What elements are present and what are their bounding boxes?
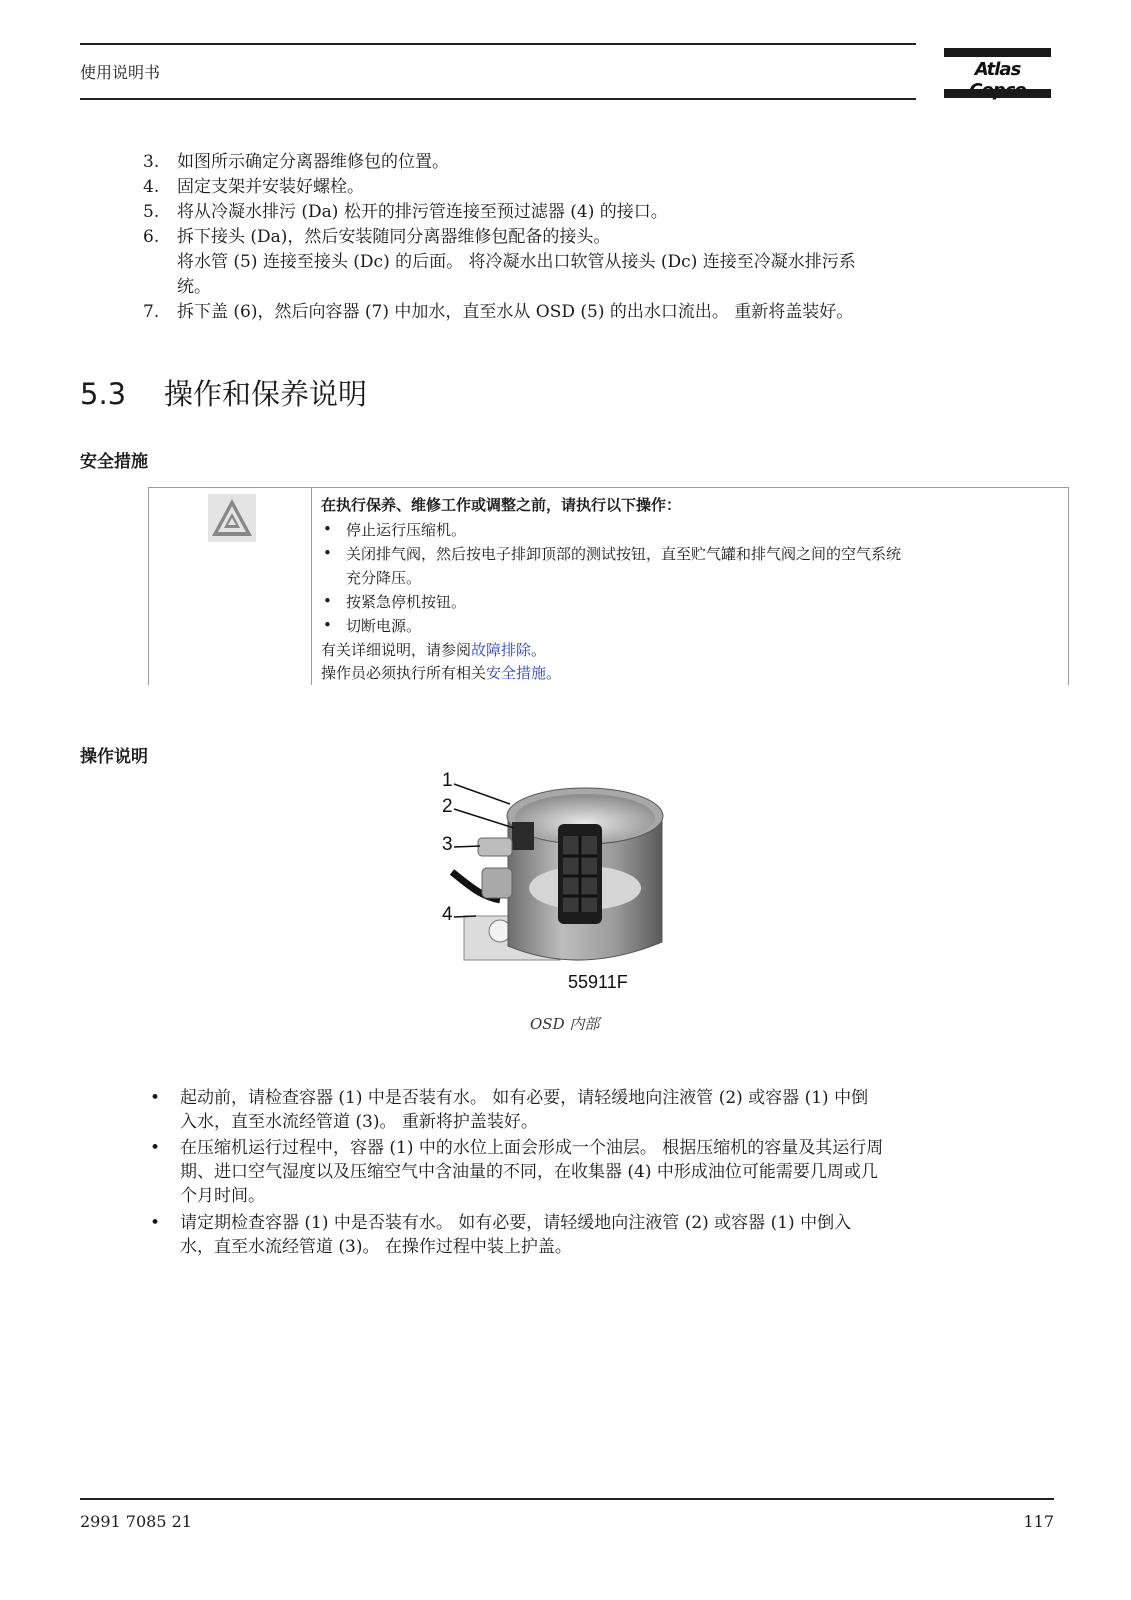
safety-box	[148, 487, 1069, 685]
figure-caption: OSD 内部	[530, 1015, 600, 1033]
bullet-dot: •	[323, 616, 332, 634]
step-text: 如图所示确定分离器维修包的位置。	[177, 152, 449, 172]
bullet-dot: •	[150, 1138, 161, 1158]
bullet-line: 个月时间。	[180, 1186, 265, 1206]
header-bottom-rule	[80, 98, 916, 100]
footer-rule	[80, 1498, 1054, 1500]
safety-item: 切断电源。	[346, 617, 422, 635]
reference-prefix: 有关详细说明，请参阅	[321, 641, 472, 659]
step-number: 7.	[143, 302, 160, 322]
bullet-line: 在压缩机运行过程中，容器 (1) 中的水位上面会形成一个油层。 根据压缩机的容量及其运行周	[180, 1138, 884, 1158]
step-text: 拆下接头 (Da)，然后安装随同分离器维修包配备的接头。	[177, 227, 611, 247]
operation-bullet-1	[150, 1086, 869, 1134]
step-number: 5.	[143, 202, 160, 222]
bullet-dot: •	[323, 520, 332, 538]
bullet-dot: •	[323, 592, 332, 610]
bullet-line: 请定期检查容器 (1) 中是否装有水。 如有必要，请轻缓地向注液管 (2) 或容器 (1) 中倒入	[180, 1213, 852, 1233]
safety-box-divider	[311, 488, 312, 685]
header-title: 使用说明书	[80, 63, 161, 82]
safety-must	[321, 661, 561, 685]
safety-item: 按紧急停机按钮。	[346, 593, 467, 611]
logo-bottom-bar	[944, 89, 1051, 98]
bullet-line: 水，直至水流经管道 (3)。 在操作过程中装上护盖。	[180, 1237, 572, 1257]
safety-reference	[321, 638, 546, 662]
osd-photo-illustration	[430, 776, 700, 996]
step-number: 4.	[143, 177, 160, 197]
step-number: 6.	[143, 227, 160, 247]
atlas-copco-logo	[944, 48, 1051, 100]
safety-item: 充分降压。	[346, 569, 422, 587]
safety-box-title: 在执行保养、维修工作或调整之前，请执行以下操作：	[321, 496, 682, 514]
step-text: 统。	[177, 277, 211, 297]
step-text: 拆下盖 (6)，然后向容器 (7) 中加水，直至水从 OSD (5) 的出水口流出。 重新将盖装好。	[177, 302, 854, 322]
bullet-line: 入水，直至水流经管道 (3)。 重新将护盖装好。	[180, 1112, 538, 1132]
bullet-line: 起动前，请检查容器 (1) 中是否装有水。 如有必要，请轻缓地向注液管 (2) 或容器 (1) 中倒	[180, 1088, 869, 1108]
figure-code: 55911F	[568, 972, 628, 992]
must-suffix: 。	[546, 664, 562, 682]
figure-label-3: 3	[442, 834, 453, 855]
warning-triangle-icon	[208, 494, 256, 542]
operation-bullet-2	[150, 1136, 884, 1208]
bullet-dot: •	[150, 1213, 161, 1233]
section-number: 5.3	[80, 377, 127, 411]
logo-text: Atlas	[974, 59, 1021, 80]
troubleshooting-link[interactable]: 故障排除	[471, 641, 532, 659]
osd-interior-figure	[430, 770, 700, 996]
step-text: 固定支架并安装好螺栓。	[177, 177, 364, 197]
must-prefix: 操作员必须执行所有相关	[321, 664, 487, 682]
logo-top-bar	[944, 48, 1051, 57]
figure-label-4: 4	[442, 904, 453, 925]
bullet-dot: •	[323, 544, 332, 562]
step-text: 将从冷凝水排污 (Da) 松开的排污管连接至预过滤器 (4) 的接口。	[177, 202, 668, 222]
figure-label-1: 1	[442, 770, 453, 791]
page-number: 117	[1023, 1512, 1054, 1531]
reference-suffix: 。	[531, 641, 547, 659]
operation-bullet-3	[150, 1211, 852, 1259]
bullet-line: 期、进口空气湿度以及压缩空气中含油量的不同，在收集器 (4) 中形成油位可能需要几周或几	[180, 1162, 878, 1182]
header-top-rule	[80, 43, 916, 45]
step-number: 3.	[143, 152, 160, 172]
operation-heading: 操作说明	[80, 747, 148, 767]
safety-item: 关闭排气阀，然后按电子排卸顶部的测试按钮，直至贮气罐和排气阀之间的空气系统	[346, 545, 902, 563]
section-title	[80, 372, 367, 413]
step-text: 将水管 (5) 连接至接头 (Dc) 的后面。 将冷凝水出口软管从接头 (Dc) 连接至冷凝水排污系	[177, 252, 856, 272]
bullet-dot: •	[150, 1088, 161, 1108]
figure-label-2: 2	[442, 796, 453, 817]
safety-measures-link[interactable]: 安全措施	[486, 664, 547, 682]
doc-number: 2991 7085 21	[80, 1512, 192, 1531]
safety-item: 停止运行压缩机。	[346, 521, 467, 539]
section-title-text: 操作和保养说明	[164, 377, 368, 411]
safety-heading: 安全措施	[80, 452, 148, 472]
